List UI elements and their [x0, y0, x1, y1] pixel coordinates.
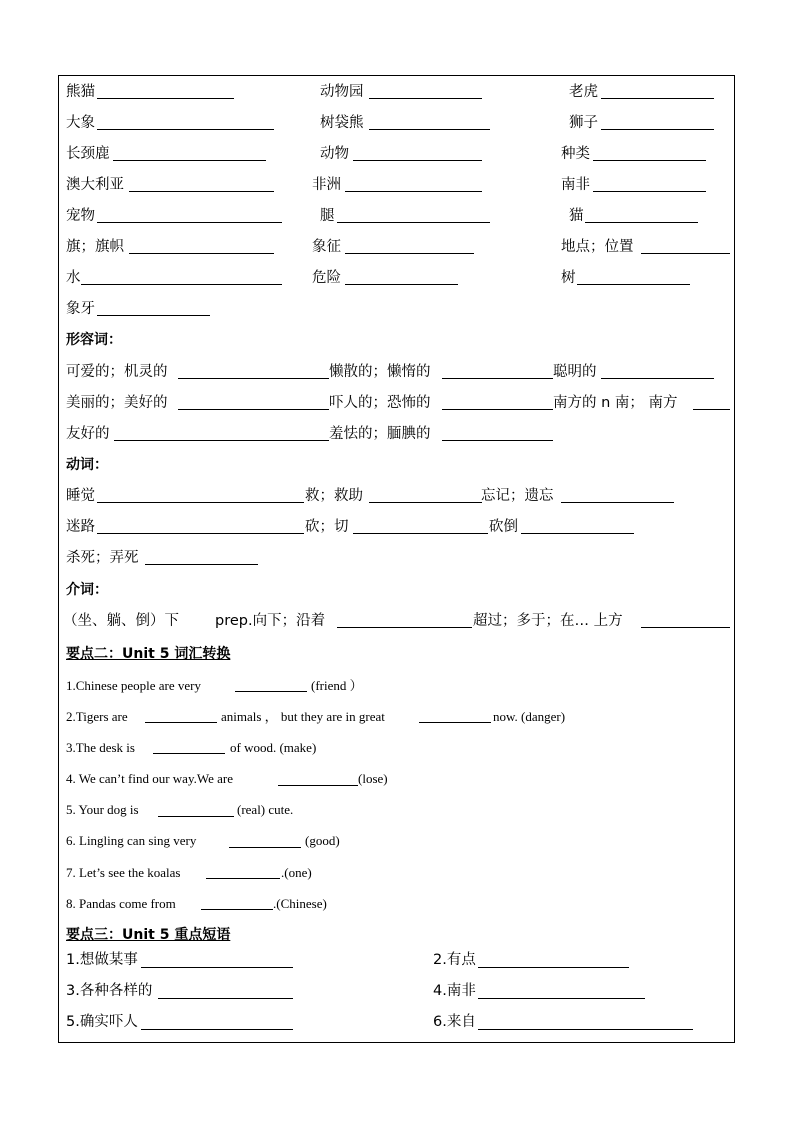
- verbs-heading: 动词：: [66, 457, 108, 473]
- exercise-3-text: 3.The desk is: [66, 740, 135, 755]
- blank[interactable]: [97, 502, 304, 503]
- noun-animal: 动物: [320, 146, 349, 162]
- blank[interactable]: [593, 191, 706, 192]
- noun-elephant: 大象: [66, 115, 95, 131]
- exercise-1-hint: (friend ）: [311, 678, 363, 693]
- noun-water: 水: [66, 270, 81, 286]
- blank[interactable]: [97, 315, 210, 316]
- blank[interactable]: [601, 129, 714, 130]
- noun-giraffe: 长颈鹿: [66, 146, 110, 162]
- blank[interactable]: [369, 98, 482, 99]
- phrase-6: 6.来自: [433, 1014, 476, 1030]
- exercise-8-hint: .(Chinese): [273, 896, 327, 911]
- blank[interactable]: [114, 440, 329, 441]
- adj-friendly: 友好的: [66, 426, 110, 442]
- blank[interactable]: [641, 627, 730, 628]
- phrase-4: 4.南非: [433, 983, 476, 999]
- blank[interactable]: [593, 160, 706, 161]
- blank[interactable]: [337, 627, 472, 628]
- answer-blank-3[interactable]: [153, 753, 225, 754]
- exercise-8-text: 8. Pandas come from: [66, 896, 176, 911]
- adjectives-heading: 形容词：: [66, 332, 122, 348]
- blank[interactable]: [478, 1029, 693, 1030]
- answer-blank-5[interactable]: [158, 816, 234, 817]
- blank[interactable]: [577, 284, 690, 285]
- blank[interactable]: [369, 502, 482, 503]
- exercise-3-hint: of wood. (make): [230, 740, 317, 755]
- prep-down: （坐、躺、倒）下: [63, 613, 179, 629]
- section3-title: 要点三：Unit 5 重点短语: [66, 927, 231, 943]
- blank[interactable]: [81, 284, 282, 285]
- verb-sleep: 睡觉: [66, 488, 95, 504]
- adj-cute: 可爱的；机灵的: [66, 364, 168, 380]
- answer-blank-8[interactable]: [201, 909, 273, 910]
- blank[interactable]: [345, 253, 474, 254]
- blank[interactable]: [141, 967, 293, 968]
- exercise-5-hint: (real) cute.: [237, 802, 294, 817]
- blank[interactable]: [129, 191, 274, 192]
- phrase-1: 1.想做某事: [66, 952, 138, 968]
- noun-south-africa: 南非: [561, 177, 590, 193]
- blank[interactable]: [145, 564, 258, 565]
- answer-blank-4[interactable]: [278, 785, 358, 786]
- noun-leg: 腿: [320, 208, 335, 224]
- noun-pet: 宠物: [66, 208, 95, 224]
- adj-scary: 吓人的；恐怖的: [329, 395, 431, 411]
- blank[interactable]: [345, 191, 482, 192]
- adj-shy: 羞怯的；腼腆的: [329, 426, 431, 442]
- exercise-2-hint: now. (danger): [493, 709, 566, 724]
- exercise-7-hint: .(one): [281, 865, 312, 880]
- phrase-2: 2.有点: [433, 952, 476, 968]
- blank[interactable]: [369, 129, 490, 130]
- noun-africa: 非洲: [312, 177, 341, 193]
- adj-lazy: 懒散的；懒惰的: [329, 364, 431, 380]
- noun-place: 地点；位置: [561, 239, 634, 255]
- blank[interactable]: [158, 998, 293, 999]
- blank[interactable]: [641, 253, 730, 254]
- noun-danger: 危险: [312, 270, 341, 286]
- blank[interactable]: [141, 1029, 293, 1030]
- blank[interactable]: [601, 378, 714, 379]
- blank[interactable]: [129, 253, 274, 254]
- noun-panda: 熊猫: [66, 84, 95, 100]
- blank[interactable]: [345, 284, 458, 285]
- noun-tree: 树: [561, 270, 576, 286]
- blank[interactable]: [337, 222, 490, 223]
- blank[interactable]: [521, 533, 634, 534]
- noun-kind: 种类: [561, 146, 590, 162]
- adj-beautiful: 美丽的；美好的: [66, 395, 168, 411]
- noun-cat: 猫: [569, 208, 584, 224]
- blank[interactable]: [178, 409, 329, 410]
- exercise-2-text: 2.Tigers are: [66, 709, 128, 724]
- exercise-6-hint: (good): [305, 833, 340, 848]
- noun-symbol: 象征: [312, 239, 341, 255]
- prep-over: 超过；多于；在… 上方: [473, 613, 623, 629]
- exercise-7-text: 7. Let’s see the koalas: [66, 865, 181, 880]
- blank[interactable]: [478, 998, 645, 999]
- noun-tiger: 老虎: [569, 84, 598, 100]
- phrase-3: 3.各种各样的: [66, 983, 153, 999]
- blank[interactable]: [601, 98, 714, 99]
- blank[interactable]: [178, 378, 329, 379]
- blank[interactable]: [97, 98, 234, 99]
- blank[interactable]: [353, 160, 482, 161]
- verb-cut-down: 砍倒: [489, 519, 518, 535]
- blank[interactable]: [442, 440, 553, 441]
- answer-blank-1[interactable]: [235, 691, 307, 692]
- answer-blank-2a[interactable]: [145, 722, 217, 723]
- noun-australia: 澳大利亚: [66, 177, 124, 193]
- adj-south: 南方的 n 南； 南方: [553, 395, 678, 411]
- blank[interactable]: [442, 378, 553, 379]
- exercise-1-text: 1.Chinese people are very: [66, 678, 202, 693]
- section2-title: 要点二：Unit 5 词汇转换: [66, 646, 231, 662]
- verb-save: 救；救助: [305, 488, 363, 504]
- blank[interactable]: [113, 160, 266, 161]
- answer-blank-7[interactable]: [206, 878, 280, 879]
- exercise-4-text: 4. We can’t find our way.We are: [66, 771, 233, 786]
- adj-clever: 聪明的: [553, 364, 597, 380]
- blank[interactable]: [693, 409, 730, 410]
- prep-along: prep.向下；沿着: [215, 613, 326, 629]
- verb-kill: 杀死；弄死: [66, 550, 139, 566]
- verb-forget: 忘记；遗忘: [481, 488, 554, 504]
- phrase-5: 5.确实吓人: [66, 1014, 138, 1030]
- answer-blank-6[interactable]: [229, 847, 301, 848]
- noun-koala: 树袋熊: [320, 115, 364, 131]
- verb-cut: 砍；切: [305, 519, 349, 535]
- noun-zoo: 动物园: [320, 84, 364, 100]
- blank[interactable]: [561, 502, 674, 503]
- exercise-6-text: 6. Lingling can sing very: [66, 833, 197, 848]
- exercise-2-mid: animals ， but they are in great: [221, 709, 385, 724]
- exercise-4-hint: (lose): [358, 771, 388, 786]
- noun-flag: 旗；旗帜: [66, 239, 124, 255]
- verb-get-lost: 迷路: [66, 519, 95, 535]
- blank[interactable]: [442, 409, 553, 410]
- exercise-5-text: 5. Your dog is: [66, 802, 139, 817]
- noun-lion: 狮子: [569, 115, 598, 131]
- blank[interactable]: [353, 533, 488, 534]
- noun-ivory: 象牙: [66, 301, 95, 317]
- blank[interactable]: [97, 129, 274, 130]
- answer-blank-2b[interactable]: [419, 722, 491, 723]
- blank[interactable]: [585, 222, 698, 223]
- prepositions-heading: 介词：: [66, 582, 108, 598]
- blank[interactable]: [97, 533, 304, 534]
- blank[interactable]: [97, 222, 282, 223]
- blank[interactable]: [478, 967, 629, 968]
